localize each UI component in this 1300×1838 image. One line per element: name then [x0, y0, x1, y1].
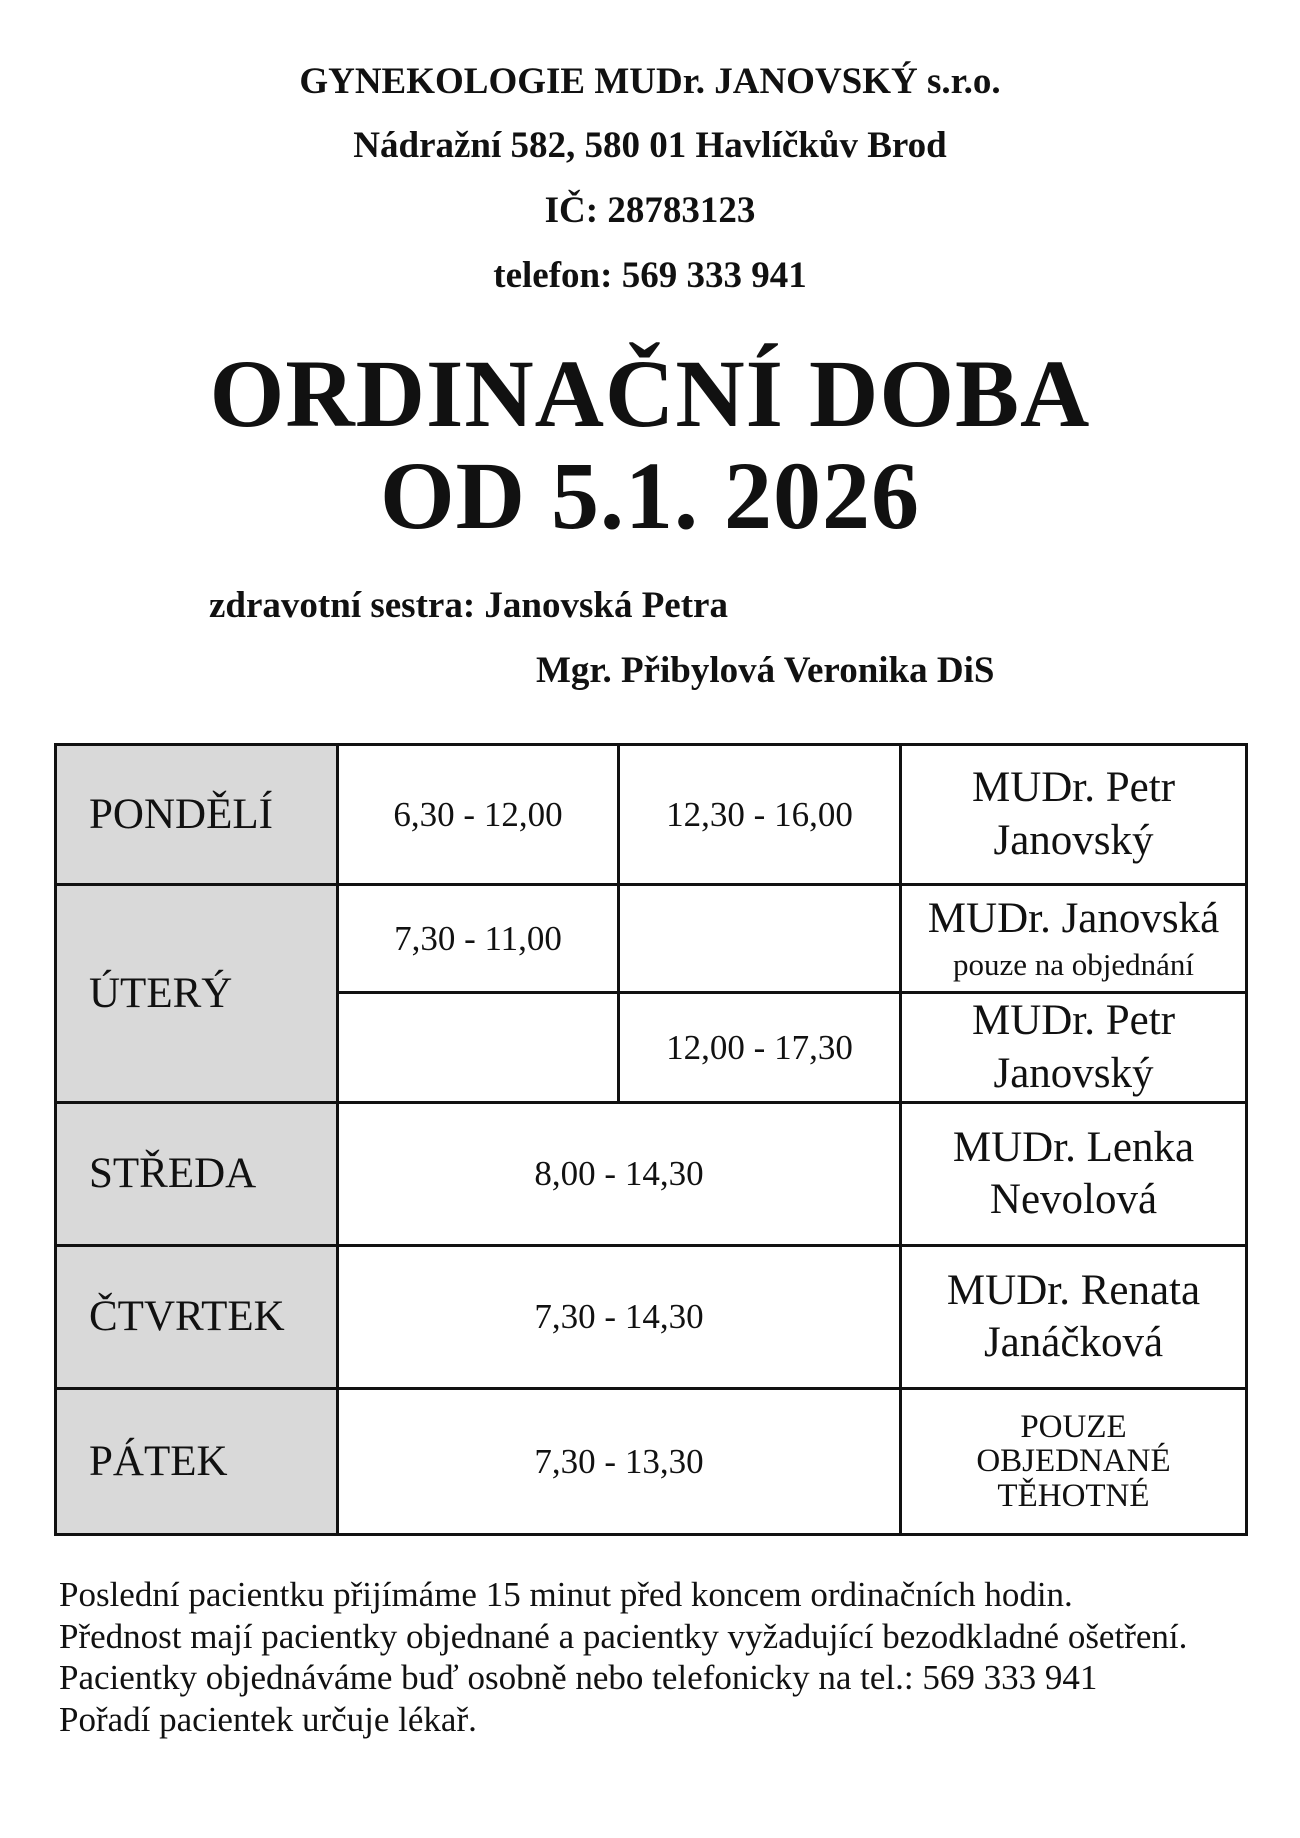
- doctor-wednesday: [901, 1103, 1247, 1246]
- nurse-second: Mgr. Přibylová Veronika DiS: [536, 650, 995, 691]
- hours-tuesday-empty-1: [619, 885, 901, 993]
- doctor-tuesday-2: [901, 993, 1247, 1103]
- day-thursday: ČTVRTEK: [56, 1246, 338, 1389]
- doctor-tuesday-2-line2: Janovský: [993, 1049, 1154, 1097]
- day-tuesday: ÚTERÝ: [56, 885, 338, 1103]
- doctor-wednesday-line2: Nevolová: [989, 1176, 1158, 1223]
- day-friday: PÁTEK: [56, 1389, 338, 1535]
- doctor-tuesday-1-line1: MUDr. Janovská: [927, 895, 1220, 943]
- doctor-tuesday-1: [901, 885, 1247, 993]
- doctor-wednesday-line1: MUDr. Lenka: [952, 1123, 1195, 1171]
- table-row-monday: [56, 745, 1247, 885]
- doctor-tuesday-1-note: pouze na objednání: [952, 946, 1195, 982]
- hours-thursday: 7,30 - 14,30: [338, 1246, 901, 1389]
- doctor-thursday: [901, 1246, 1247, 1389]
- page-subtitle-date: OD 5.1. 2026: [380, 442, 920, 549]
- hours-monday-morning: 6,30 - 12,00: [338, 745, 619, 885]
- doctor-monday-line1: MUDr. Petr: [971, 764, 1176, 812]
- footer-line-1: Poslední pacientku přijímáme 15 minut před koncem ordinačních hodin.: [59, 1575, 1073, 1614]
- doctor-monday-line2: Janovský: [993, 816, 1154, 864]
- friday-note-line3: TĚHOTNÉ: [997, 1477, 1150, 1514]
- day-monday: PONDĚLÍ: [56, 745, 338, 885]
- clinic-name: GYNEKOLOGIE MUDr. JANOVSKÝ s.r.o.: [299, 61, 1001, 102]
- page-title: ORDINAČNÍ DOBA: [209, 340, 1091, 447]
- clinic-address: Nádražní 582, 580 01 Havlíčkův Brod: [353, 125, 947, 166]
- footer-line-2: Přednost mají pacientky objednané a pacientky vyžadující bezodkladné ošetření.: [59, 1616, 1188, 1656]
- hours-tuesday-afternoon: 12,00 - 17,30: [619, 993, 901, 1103]
- hours-monday-afternoon: 12,30 - 16,00: [619, 745, 901, 885]
- day-wednesday: STŘEDA: [56, 1103, 338, 1246]
- hours-friday: 7,30 - 13,30: [338, 1389, 901, 1535]
- clinic-phone: telefon: 569 333 941: [493, 255, 807, 296]
- doctor-thursday-line2: Janáčková: [983, 1319, 1164, 1366]
- hours-tuesday-empty-2: [338, 993, 619, 1103]
- footer-line-3: Pacientky objednáváme buď osobně nebo telefonicky na tel.: 569 333 941: [59, 1658, 1098, 1698]
- table-row-friday: [56, 1389, 1247, 1535]
- friday-note-line1: POUZE: [1020, 1408, 1127, 1445]
- table-row-wednesday: [56, 1103, 1247, 1246]
- clinic-ic: IČ: 28783123: [544, 190, 756, 231]
- hours-tuesday-morning: 7,30 - 11,00: [338, 885, 619, 993]
- doctor-tuesday-2-line1: MUDr. Petr: [971, 997, 1176, 1045]
- doctor-thursday-line1: MUDr. Renata: [946, 1266, 1201, 1314]
- friday-note-line2: OBJEDNANÉ: [976, 1443, 1171, 1480]
- office-hours-table: [54, 743, 1248, 1536]
- footer-line-4: Pořadí pacientek určuje lékař.: [59, 1699, 477, 1739]
- doctor-monday: [901, 745, 1247, 885]
- table-row-thursday: [56, 1246, 1247, 1389]
- friday-note: [901, 1389, 1247, 1535]
- hours-wednesday: 8,00 - 14,30: [338, 1103, 901, 1246]
- table-row-tuesday-1: [56, 885, 1247, 993]
- nurse-line: zdravotní sestra: Janovská Petra: [209, 585, 728, 626]
- footer-notes: [59, 1574, 1279, 1741]
